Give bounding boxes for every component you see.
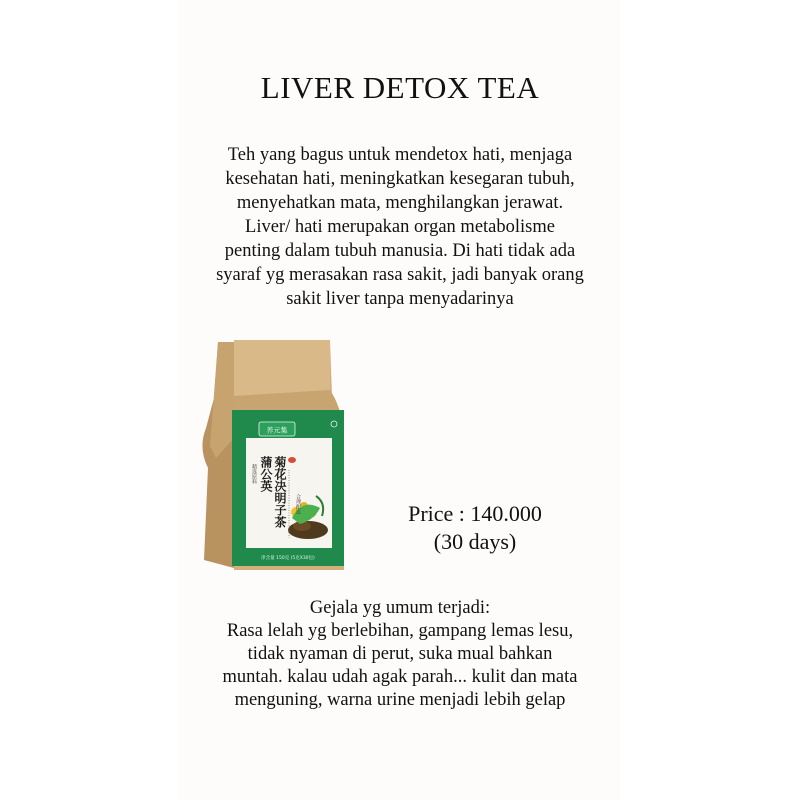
intro-line: syaraf yg merasakan rasa sakit, jadi banyak orang bbox=[216, 265, 584, 285]
symptoms-line: tidak nyaman di perut, suka mual bahkan bbox=[247, 644, 553, 664]
symptoms-line: Rasa lelah yg berlebihan, gampang lemas lesu, bbox=[226, 621, 574, 641]
page-title: LIVER DETOX TEA bbox=[260, 70, 540, 105]
intro-line: penting dalam tubuh manusia. Di hati tidak ada bbox=[224, 241, 576, 261]
product-name-col2: 菊花决明子茶 bbox=[273, 456, 287, 528]
symptoms-line: Gejala yg umum terjadi: bbox=[309, 598, 491, 618]
symptoms-description bbox=[185, 597, 615, 712]
intro-line: Liver/ hati merupakan organ metabolisme bbox=[245, 217, 555, 237]
intro-line: sakit liver tanpa menyadarinya bbox=[286, 289, 514, 309]
intro-description bbox=[185, 143, 615, 311]
product-side-right: 合理配比 bbox=[295, 494, 301, 514]
price-value: Price : 140.000 bbox=[408, 501, 542, 526]
intro-line: menyehatkan mata, menghilangkan jerawat. bbox=[236, 193, 564, 213]
price-duration: (30 days) bbox=[433, 529, 517, 554]
product-side-left: 精选原料 bbox=[251, 464, 257, 484]
product-footer: 净含量 150克 (5克X30包) bbox=[261, 556, 315, 561]
intro-line: kesehatan hati, meningkatkan kesegaran tubuh, bbox=[225, 169, 575, 189]
product-brand: 养元集 bbox=[266, 426, 288, 435]
intro-line: Teh yang bagus untuk mendetox hati, menjaga bbox=[227, 145, 573, 165]
product-name-col1: 蒲公英 bbox=[259, 456, 273, 492]
price-block bbox=[390, 500, 560, 556]
symptoms-line: muntah. kalau udah agak parah... kulit dan mata bbox=[222, 667, 578, 687]
symptoms-line: menguning, warna urine menjadi lebih gelap bbox=[234, 690, 566, 710]
tea-package-image bbox=[196, 338, 352, 574]
